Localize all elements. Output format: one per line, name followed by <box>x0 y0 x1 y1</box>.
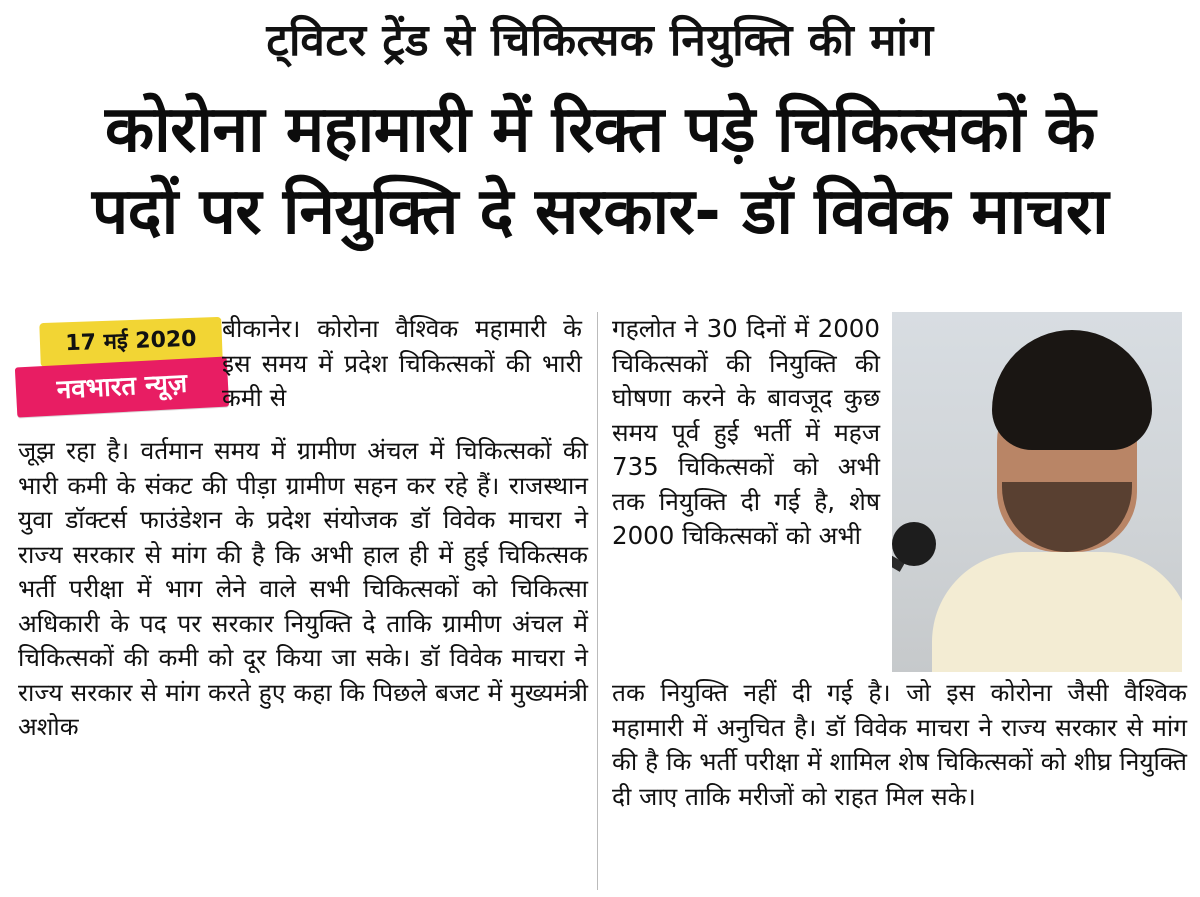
article-col1-main: जूझ रहा है। वर्तमान समय में ग्रामीण अंचल में चिकित्सकों की भारी कमी के संकट की पीड़ा ग्रामीण सहन कर रहे हैं। राजस्थान युवा डॉक्टर्स फाउंडेशन के प्रदेश संयोजक डॉ विवेक माचरा ने राज्य सरकार से मांग की है कि अभी हाल ही में हुई चिकित्सक भर्ती परीक्षा में भाग लेने वाले सभी चिकित्सकों को चिकित्सा अधिकारी के पद पर सरकार नियुक्ति दे ताकि ग्रामीण अंचल में चिकित्सकों की कमी को दूर किया जा सके। डॉ विवेक माचरा ने राज्य सरकार से मांग करते हुए कहा कि पिछले बजट में मुख्यमंत्री अशोक <box>18 436 588 741</box>
headline-line-2: पदों पर नियुक्ति दे सरकार- डॉ विवेक माचरा <box>91 174 1109 249</box>
newspaper-badge: नवभारत न्यूज़ <box>15 356 229 417</box>
photo-shirt <box>932 552 1182 672</box>
article-col1-top: बीकानेर। कोरोना वैश्विक महामारी के इस समय में प्रदेश चिकित्सकों की भारी कमी से <box>222 314 582 412</box>
main-headline <box>10 90 1190 254</box>
headline-line-1: कोरोना महामारी में रिक्त पड़े चिकित्सकों के <box>105 93 1095 167</box>
photo-beard <box>1002 482 1132 552</box>
kicker-headline: ट्विटर ट्रेंड से चिकित्सक नियुक्ति की मांग <box>266 15 934 66</box>
speaker-photo <box>892 312 1182 672</box>
date-badge: 17 मई 2020 <box>39 317 222 367</box>
article-col2-top: गहलोत ने 30 दिनों में 2000 चिकित्सकों की नियुक्ति की घोषणा करने के बावजूद कुछ समय पूर्व हुई भर्ती में महज 735 चिकित्सकों को अभी तक नियुक्ति दी गई है, शेष 2000 चिकित्सकों को अभी <box>612 314 880 550</box>
article-col2-main: तक नियुक्ति नहीं दी गई है। जो इस कोरोना जैसी वैश्विक महामारी में अनुचित है। डॉ विवेक माचरा ने राज्य सरकार से मांग की है कि भर्ती परीक्षा में शामिल शेष चिकित्सकों को शीघ्र नियुक्ति दी जाए ताकि मरीजों को राहत मिल सके। <box>612 678 1187 811</box>
column-divider <box>597 312 598 890</box>
microphone-icon <box>892 522 936 566</box>
photo-hair <box>992 330 1152 450</box>
